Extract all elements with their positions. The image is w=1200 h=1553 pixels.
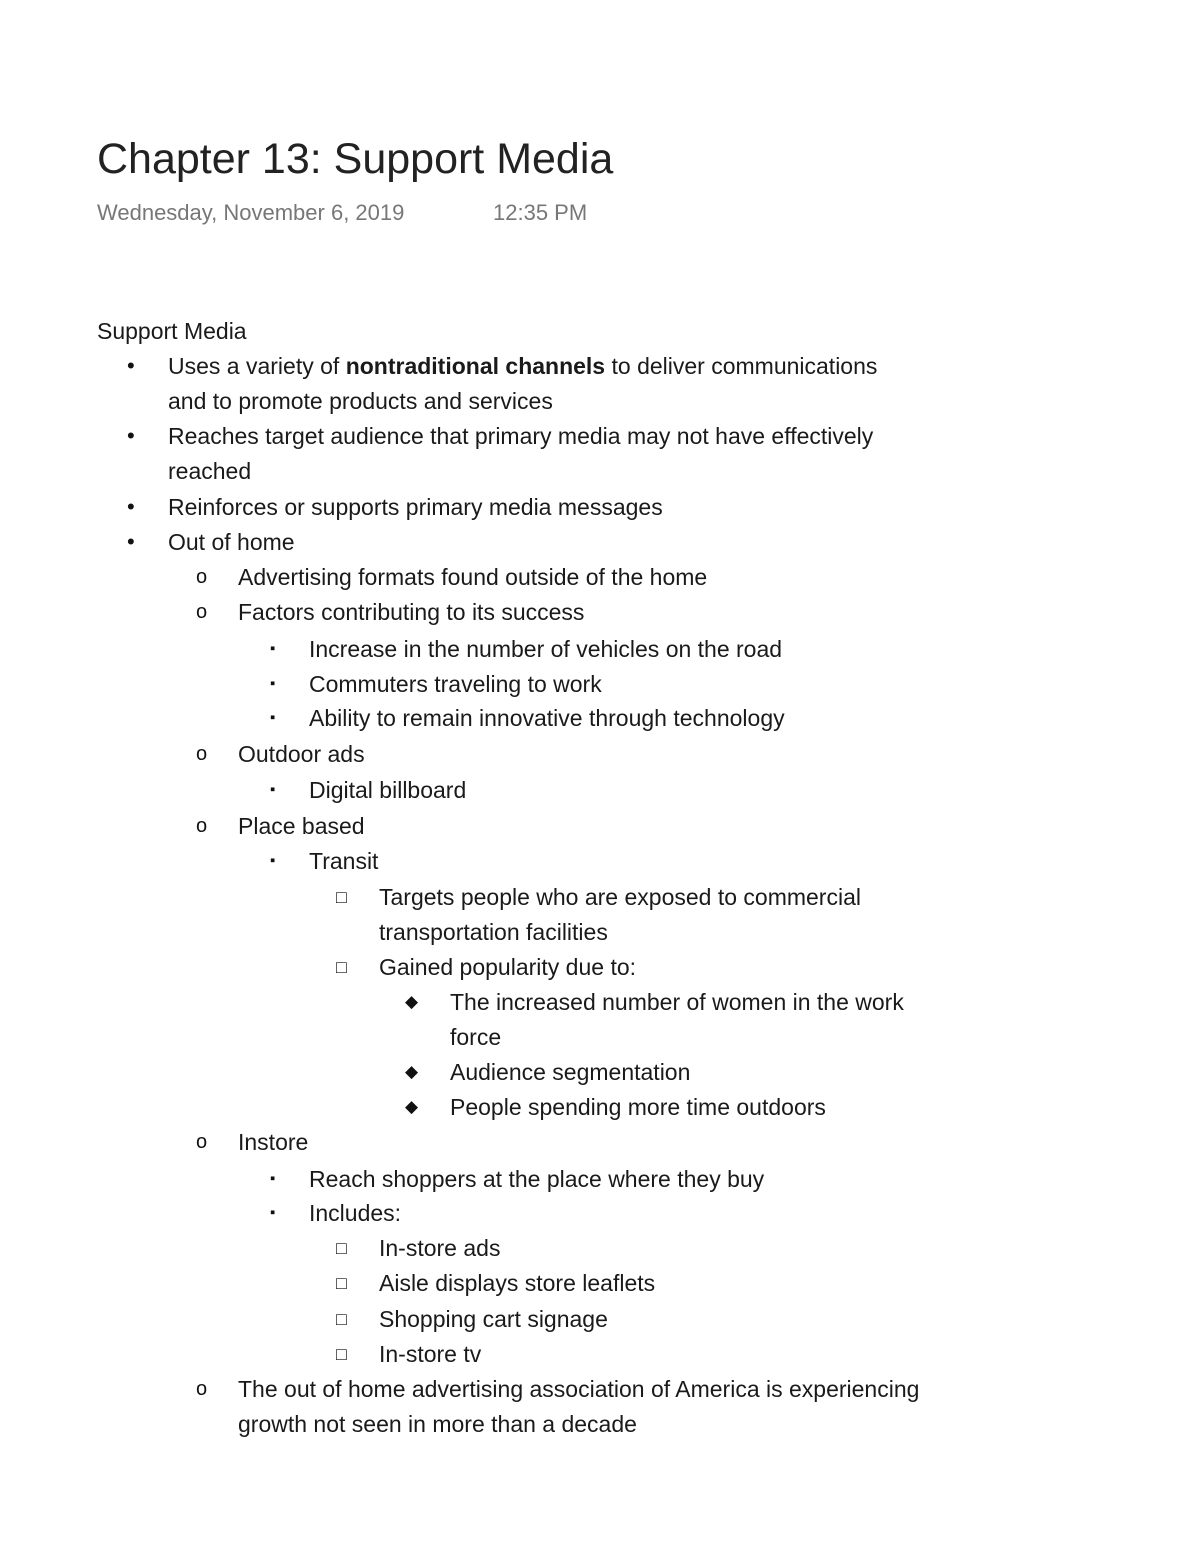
list-item: The out of home advertising association of America is experiencing: [238, 1376, 920, 1402]
bullet-circle: o: [196, 566, 208, 588]
list-item: In-store ads: [379, 1235, 501, 1261]
list-item: Instore: [238, 1129, 309, 1155]
bullet-circle: o: [196, 1131, 208, 1153]
list-item: Ability to remain innovative through technology: [309, 705, 785, 731]
bullet-square: ▪: [270, 1170, 276, 1187]
list-item: Increase in the number of vehicles on the road: [309, 636, 783, 662]
bullet-hollow-square: □: [336, 887, 347, 907]
bullet-square: ▪: [270, 675, 276, 692]
bullet-disc: •: [127, 353, 135, 378]
list-item: Factors contributing to its success: [238, 599, 585, 625]
list-item: The increased number of women in the work: [450, 989, 904, 1015]
list-item: Gained popularity due to:: [379, 954, 637, 980]
list-item: Digital billboard: [309, 777, 467, 803]
bullet-circle: o: [196, 1378, 208, 1400]
bullet-hollow-square: □: [336, 1344, 347, 1364]
list-item-continuation: and to promote products and services: [168, 388, 553, 414]
bullet-hollow-square: □: [336, 1309, 347, 1329]
list-item: Advertising formats found outside of the home: [238, 564, 708, 590]
list-item: Shopping cart signage: [379, 1306, 608, 1332]
section-heading: Support Media: [97, 318, 247, 344]
page-meta: [97, 199, 588, 227]
bullet-square: ▪: [270, 1204, 276, 1221]
list-item: Transit: [309, 848, 379, 874]
list-item: Out of home: [168, 529, 295, 555]
bullet-hollow-square: □: [336, 957, 347, 977]
bullet-square: ▪: [270, 709, 276, 726]
bullet-circle: o: [196, 815, 208, 837]
list-item: Reach shoppers at the place where they buy: [309, 1166, 765, 1192]
bullet-square: ▪: [270, 781, 276, 798]
list-item: Reaches target audience that primary media may not have effectively: [168, 423, 874, 449]
list-item: People spending more time outdoors: [450, 1094, 826, 1120]
list-item-continuation: reached: [168, 458, 252, 484]
list-item: In-store tv: [379, 1341, 482, 1367]
item-text: Uses a variety of: [168, 353, 346, 379]
item-text: to deliver communications: [605, 353, 878, 379]
bullet-diamond: ◆: [405, 1062, 419, 1081]
bullet-disc: •: [127, 423, 135, 448]
bullet-circle: o: [196, 743, 208, 765]
bullet-hollow-square: □: [336, 1273, 347, 1293]
list-item: Targets people who are exposed to commercial: [379, 884, 861, 910]
list-item: Includes:: [309, 1200, 402, 1226]
item-bold-text: nontraditional channels: [345, 353, 606, 379]
bullet-hollow-square: □: [336, 1238, 347, 1258]
list-item-continuation: transportation facilities: [379, 919, 608, 945]
list-item: Aisle displays store leaflets: [379, 1270, 656, 1296]
page-time: 12:35 PM: [493, 200, 588, 225]
list-item: Place based: [238, 813, 365, 839]
bullet-diamond: ◆: [405, 992, 419, 1011]
list-item: [168, 351, 877, 381]
page-date: Wednesday, November 6, 2019: [97, 200, 405, 225]
list-item-continuation: growth not seen in more than a decade: [238, 1411, 637, 1437]
page-title: Chapter 13: Support Media: [97, 135, 614, 183]
list-item: Commuters traveling to work: [309, 671, 602, 697]
bullet-square: ▪: [270, 852, 276, 869]
list-item: Audience segmentation: [450, 1059, 691, 1085]
list-item-continuation: force: [450, 1024, 502, 1050]
bullet-square: ▪: [270, 640, 276, 657]
bullet-circle: o: [196, 601, 208, 623]
bullet-diamond: ◆: [405, 1097, 419, 1116]
bullet-disc: •: [127, 529, 135, 554]
list-item: Reinforces or supports primary media messages: [168, 494, 663, 520]
bullet-disc: •: [127, 494, 135, 519]
list-item: Outdoor ads: [238, 741, 365, 767]
